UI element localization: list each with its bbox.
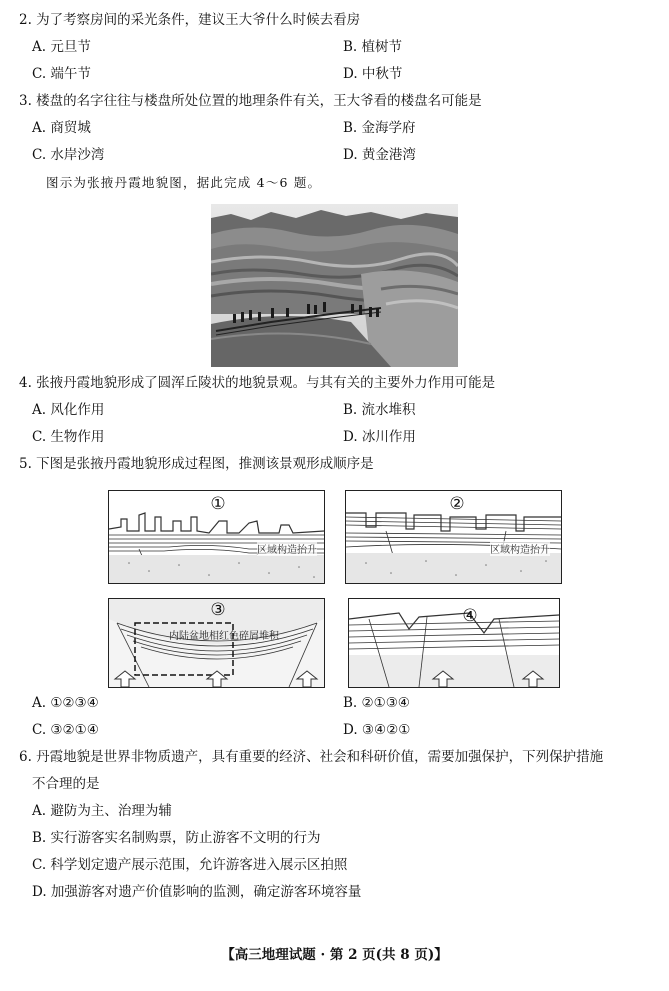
section-intro: 图示为张掖丹霞地貌图，据此完成 4～6 题。 xyxy=(46,175,322,190)
process-diagram-4 xyxy=(348,598,560,688)
danxia-landform-photo xyxy=(211,204,458,367)
q6-option-c: C. 科学划定遗产展示范围，允许游客进入展示区拍照 xyxy=(32,857,348,873)
q5-option-a: A. ①②③④ xyxy=(32,695,99,711)
process-diagram-1 xyxy=(108,490,325,584)
q6-stem-line2: 不合理的是 xyxy=(32,776,100,792)
q2-option-d: D. 中秋节 xyxy=(343,66,403,82)
q3-option-d: D. 黄金港湾 xyxy=(343,147,416,163)
q6-stem-line1: 6. 丹霞地貌是世界非物质遗产，具有重要的经济、社会和科研价值，需要加强保护，下列保护措施 xyxy=(19,749,604,765)
q5-stem: 5. 下图是张掖丹霞地貌形成过程图，推测该景观形成顺序是 xyxy=(19,456,374,472)
q2-option-a: A. 元旦节 xyxy=(32,39,91,55)
q2-stem: 2. 为了考察房间的采光条件，建议王大爷什么时候去看房 xyxy=(19,12,361,28)
q4-option-d: D. 冰川作用 xyxy=(343,429,416,445)
panel-3-label: 内陆盆地相红色碎屑堆积 xyxy=(169,631,279,642)
panel-2-number: ② xyxy=(449,494,465,514)
q3-option-c: C. 水岸沙湾 xyxy=(32,147,105,163)
panel-1-number: ① xyxy=(210,494,226,514)
q6-option-d: D. 加强游客对遗产价值影响的监测，确定游客环境容量 xyxy=(32,884,362,900)
q4-option-c: C. 生物作用 xyxy=(32,429,105,445)
page-footer: 【高三地理试题 · 第 2 页(共 8 页)】 xyxy=(221,947,448,963)
process-diagram-2 xyxy=(345,490,562,584)
q3-stem: 3. 楼盘的名字往往与楼盘所处位置的地理条件有关，王大爷看的楼盘名可能是 xyxy=(19,93,482,109)
q3-option-b: B. 金海学府 xyxy=(343,120,416,136)
panel-3-number: ③ xyxy=(210,600,226,620)
q2-option-b: B. 植树节 xyxy=(343,39,403,55)
panel-2-label: 区域构造抬升 xyxy=(490,541,550,556)
q2-option-c: C. 端午节 xyxy=(32,66,91,82)
q6-option-b: B. 实行游客实名制购票，防止游客不文明的行为 xyxy=(32,830,321,846)
q4-option-b: B. 流水堆积 xyxy=(343,402,416,418)
q4-stem: 4. 张掖丹霞地貌形成了圆浑丘陵状的地貌景观。与其有关的主要外力作用可能是 xyxy=(19,375,496,391)
process-diagram-3 xyxy=(108,598,325,688)
q3-option-a: A. 商贸城 xyxy=(32,120,91,136)
q5-option-b: B. ②①③④ xyxy=(343,695,410,711)
q6-option-a: A. 避防为主、治理为辅 xyxy=(32,803,172,819)
q5-option-c: C. ③②①④ xyxy=(32,722,99,738)
panel-1-label: 区域构造抬升 xyxy=(257,541,317,556)
q5-option-d: D. ③④②① xyxy=(343,722,411,738)
q4-option-a: A. 风化作用 xyxy=(32,402,105,418)
panel-4-number: ④ xyxy=(462,606,478,626)
